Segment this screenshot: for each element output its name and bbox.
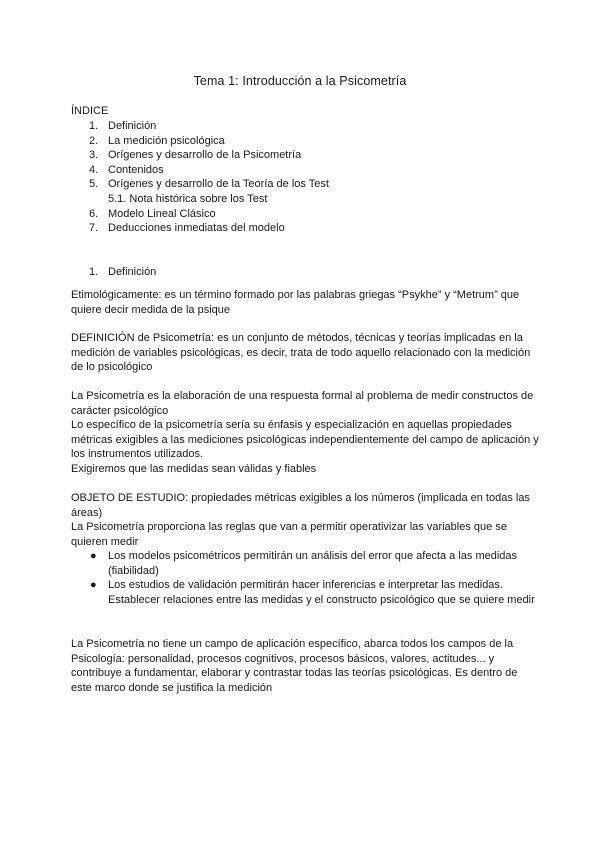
index-item: [71, 221, 329, 236]
index-heading: ÍNDICE: [71, 105, 109, 117]
index-item: [71, 148, 329, 163]
index-item-number: 5.: [89, 178, 99, 191]
index-list: [71, 119, 329, 236]
bullet-text: Los modelos psicométricos permitirán un análisis del error que afecta a las medidas (fiabilidad): [108, 550, 518, 577]
index-subitem: [71, 192, 329, 207]
bullet-icon: ●: [90, 550, 97, 562]
index-item-number: 3.: [89, 149, 99, 162]
bullet-icon: ●: [90, 579, 97, 591]
index-item: [71, 134, 329, 149]
index-item-label: Deducciones inmediatas del modelo: [108, 222, 285, 235]
index-item-number: 2.: [89, 134, 99, 147]
bullet-list: [71, 549, 541, 607]
index-item: [71, 119, 329, 134]
index-item-label: La medición psicológica: [108, 134, 225, 147]
index-item: [71, 207, 329, 222]
index-subitem-label: 5.1. Nota histórica sobre los Test: [108, 192, 268, 205]
paragraph-specificity: Lo específico de la psicometría sería su énfasis y especialización en aquellas propiedades métricas exigibles a las mediciones psicológicas independientemente del campo de aplicación y los instrumentos utilizados.: [71, 419, 539, 460]
paragraph-application-field: La Psicometría no tiene un campo de aplicación específico, abarca todos los campos de la Psicología: personalidad, procesos cognitivos, procesos básicos, valores, actitudes... y contribuye a fundamentar, elaborar y contrastar todas las teorías psicológicas. Es dentro de este marco donde se justifica la medición: [71, 638, 518, 694]
section-label: Definición: [108, 266, 157, 278]
paragraph-definition: DEFINICIÓN de Psicometría: es un conjunto de métodos, técnicas y teorías implicadas en la medición de variables psicológicas, es decir, trata de todo aquello relacionado con la medición de lo psicológico: [71, 332, 531, 373]
index-item-number: 4.: [89, 163, 99, 176]
index-item-label: Definición: [108, 120, 157, 132]
index-item-label: Modelo Lineal Clásico: [108, 207, 216, 220]
page-title: Tema 1: Introducción a la Psicometría: [193, 74, 407, 88]
index-item: [71, 177, 329, 192]
index-item-label: Contenidos: [108, 163, 164, 176]
paragraph-object-of-study: OBJETO DE ESTUDIO: propiedades métricas exigibles a los números (implicada en todas las áreas): [71, 492, 530, 519]
index-item-number: 6.: [89, 207, 99, 220]
index-item-number: 7.: [89, 222, 99, 235]
index-item: [71, 163, 329, 178]
section-heading: [89, 265, 156, 280]
list-item: [71, 578, 541, 607]
paragraph-valid-reliable: Exigiremos que las medidas sean válidas y fiables: [71, 463, 317, 475]
bullet-text: Los estudios de validación permitirán hacer inferencias e interpretar las medidas. Establecer relaciones entre las medidas y el constructo psicológico que se quiere medir: [108, 579, 535, 606]
index-item-label: Orígenes y desarrollo de la Psicometría: [108, 149, 302, 162]
paragraph-formal-response: La Psicometría es la elaboración de una respuesta formal al problema de medir constructos de carácter psicológico: [71, 390, 534, 417]
list-item: [71, 549, 541, 578]
paragraph-etymology: Etimológicamente: es un término formado por las palabras griegas “Psykhe” y “Metrum” que quiere decir medida de la psique: [71, 289, 520, 316]
section-number: 1.: [89, 266, 99, 278]
index-item-number: 1.: [89, 120, 99, 132]
index-item-label: Orígenes y desarrollo de la Teoría de los Test: [108, 178, 329, 191]
paragraph-rules: La Psicometría proporciona las reglas que van a permitir operativizar las variables que se quieren medir: [71, 521, 507, 548]
